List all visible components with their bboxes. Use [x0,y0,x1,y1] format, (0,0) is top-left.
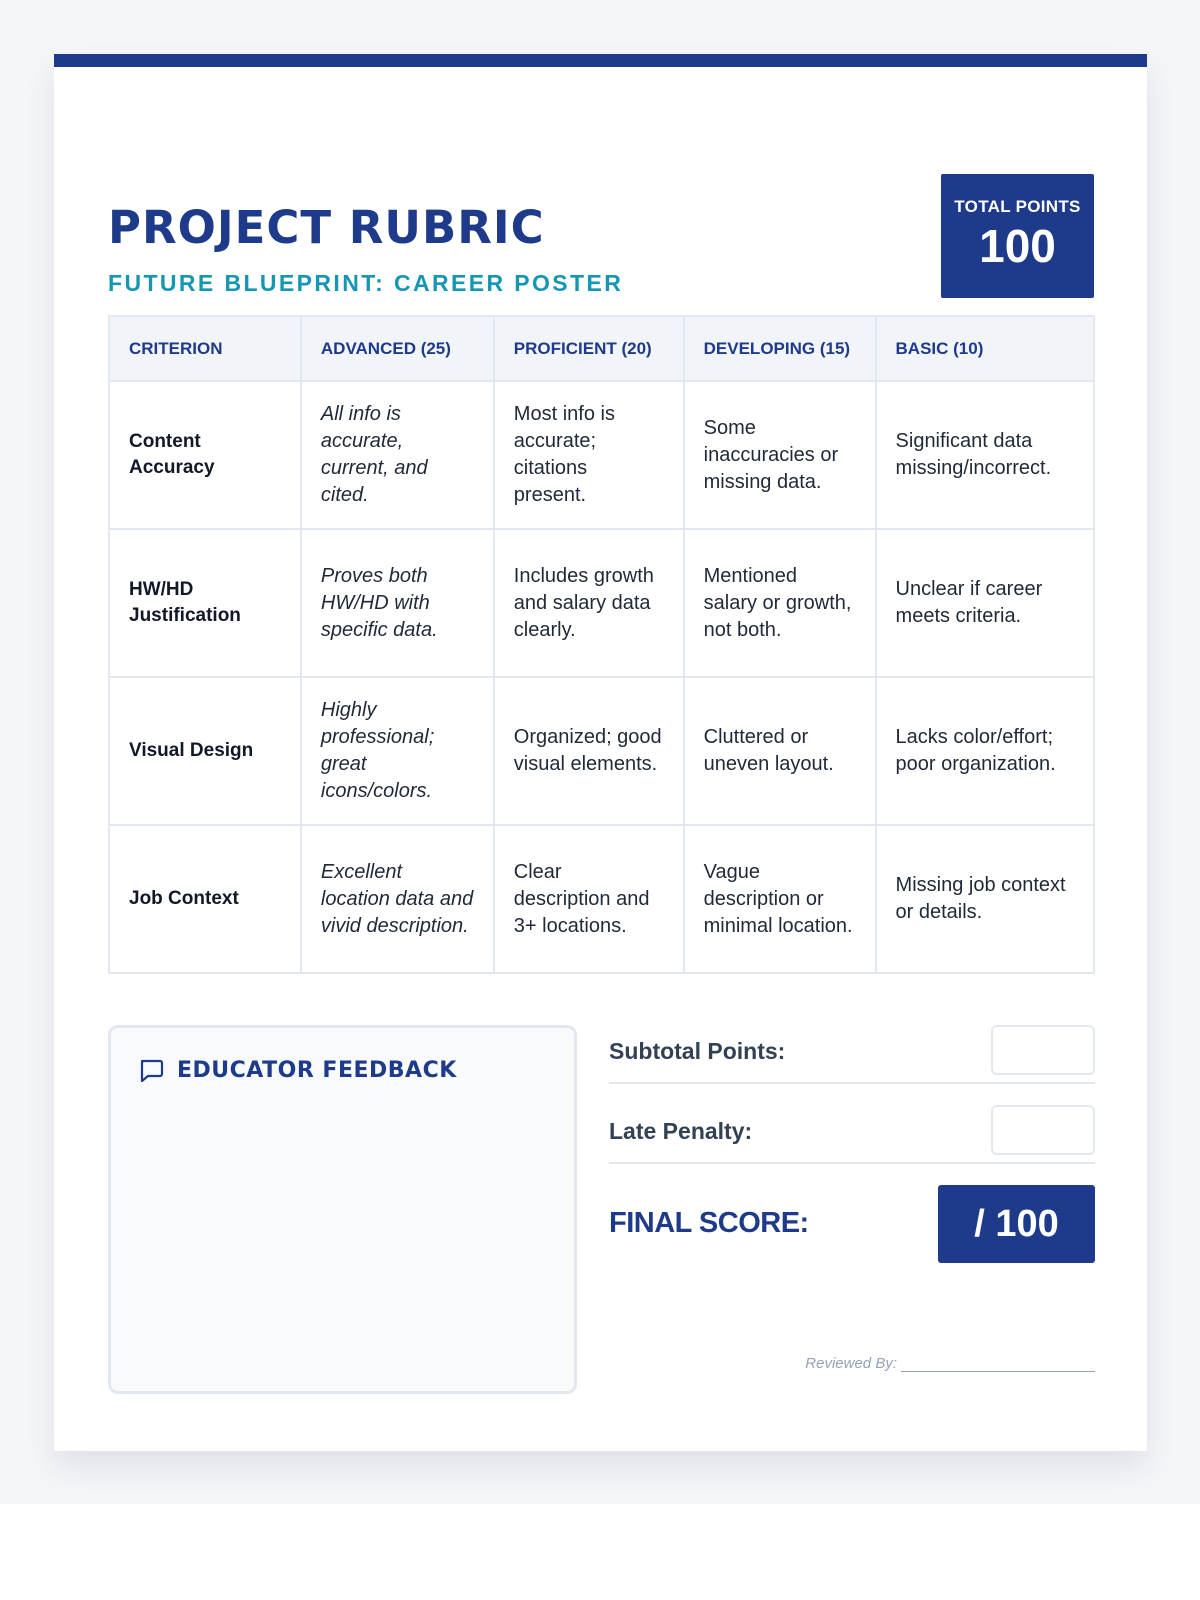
criterion-cell: Content Accuracy [109,381,301,529]
advanced-cell: All info is accurate, current, and cited. [301,381,494,529]
page-title: PROJECT RUBRIC [108,201,545,254]
proficient-cell: Most info is accurate; citations present. [494,381,684,529]
advanced-cell: Excellent location data and vivid description. [301,825,494,973]
late-penalty-input[interactable] [991,1105,1095,1155]
criterion-cell: HW/HD Justification [109,529,301,677]
basic-cell: Significant data missing/incorrect. [876,381,1094,529]
criterion-cell: Job Context [109,825,301,973]
table-row [109,825,1094,973]
table-row [109,381,1094,529]
final-score-label: FINAL SCORE: [609,1207,809,1239]
developing-cell: Some inaccuracies or missing data. [684,381,876,529]
developing-cell: Mentioned salary or growth, not both. [684,529,876,677]
total-points-value: 100 [979,220,1056,272]
rubric-header [108,121,1094,328]
basic-cell: Missing job context or details. [876,825,1094,973]
subtotal-label: Subtotal Points: [609,1038,786,1064]
criterion-cell: Visual Design [109,677,301,825]
final-score-row [609,1185,1095,1263]
feedback-header [137,1056,457,1084]
proficient-cell: Organized; good visual elements. [494,677,684,825]
late-penalty-row [609,1105,1095,1164]
column-header-basic: BASIC (10) [876,316,1094,381]
signature-line[interactable] [901,1357,1095,1372]
page-subtitle: FUTURE BLUEPRINT: CAREER POSTER [108,270,624,296]
table-row [109,529,1094,677]
reviewed-by-label: Reviewed By: [805,1355,897,1372]
proficient-cell: Includes growth and salary data clearly. [494,529,684,677]
score-panel [609,1025,1095,1372]
late-penalty-label: Late Penalty: [609,1118,753,1144]
developing-cell: Cluttered or uneven layout. [684,677,876,825]
feedback-title: EDUCATOR FEEDBACK [177,1057,457,1083]
subtotal-row [609,1025,1095,1084]
table-header-row [109,316,1094,381]
rubric-sheet [54,54,1147,1451]
basic-cell: Lacks color/effort; poor organization. [876,677,1094,825]
reviewed-by [805,1355,1095,1372]
column-header-developing: DEVELOPING (15) [684,316,876,381]
rubric-table [108,315,1095,974]
total-points-badge [941,174,1094,298]
developing-cell: Vague description or minimal location. [684,825,876,973]
educator-feedback-box[interactable] [108,1025,577,1394]
basic-cell: Unclear if career meets criteria. [876,529,1094,677]
column-header-advanced: ADVANCED (25) [301,316,494,381]
total-points-label: TOTAL POINTS [954,197,1081,216]
advanced-cell: Proves both HW/HD with specific data. [301,529,494,677]
subtotal-input[interactable] [991,1025,1095,1075]
top-accent-bar [54,54,1147,67]
table-row [109,677,1094,825]
final-score-box[interactable]: / 100 [938,1185,1095,1263]
advanced-cell: Highly professional; great icons/colors. [301,677,494,825]
column-header-proficient: PROFICIENT (20) [494,316,684,381]
comment-icon [137,1056,165,1084]
column-header-criterion: CRITERION [109,316,301,381]
proficient-cell: Clear description and 3+ locations. [494,825,684,973]
